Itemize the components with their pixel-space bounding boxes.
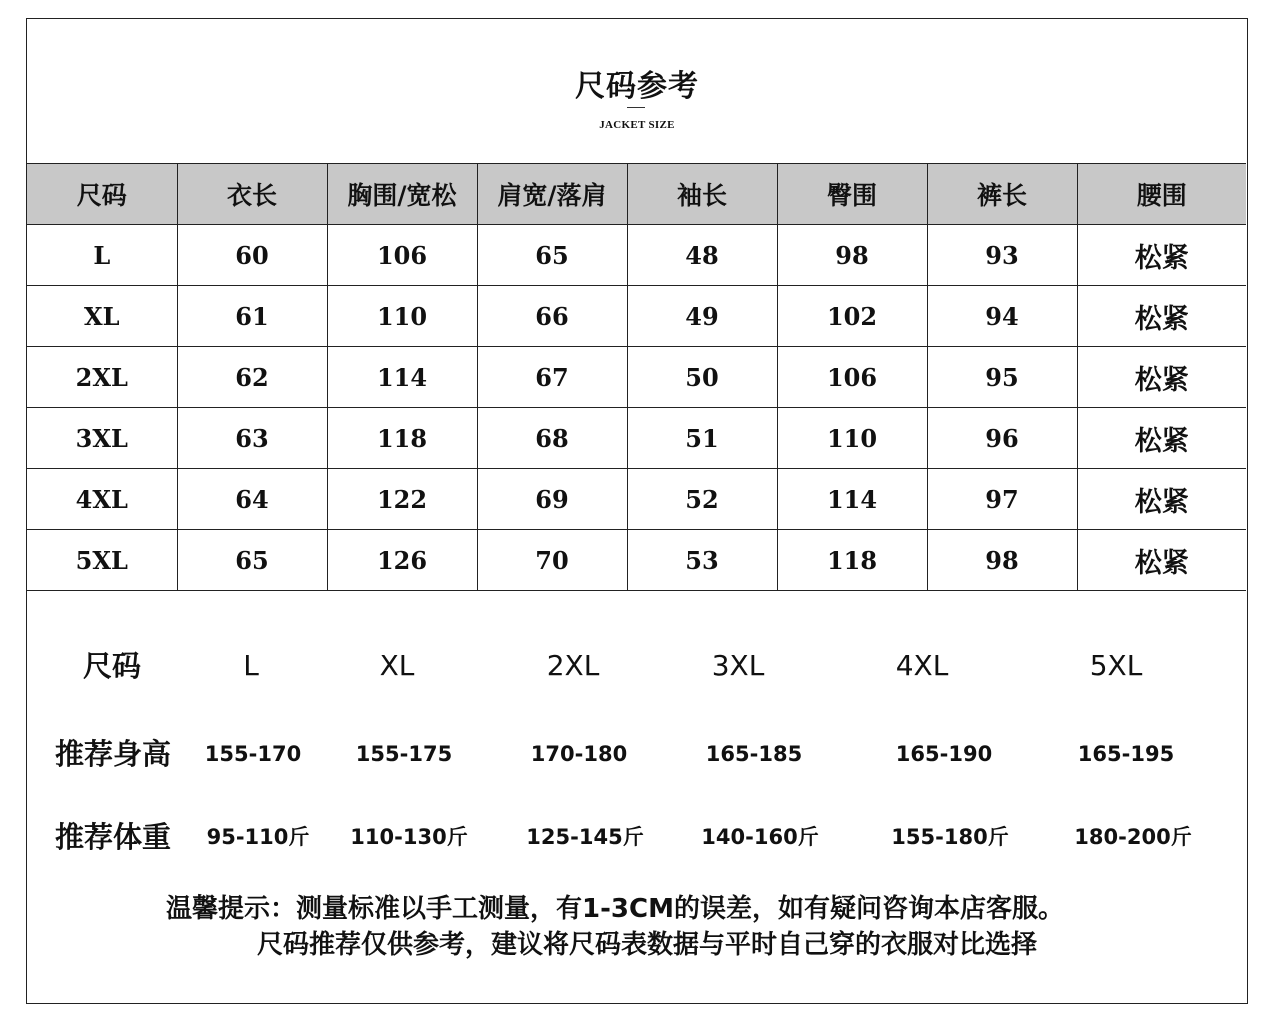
- column-header-sleeve: 袖长: [627, 164, 777, 225]
- chart-title: 尺码参考: [575, 69, 699, 104]
- cell-waist: 松紧: [1077, 286, 1246, 347]
- cell-length: 60: [177, 225, 327, 286]
- cell-shoulder: 66: [477, 286, 627, 347]
- recommend-height-cell: 165-195: [1077, 742, 1175, 766]
- cell-shoulder: 69: [477, 469, 627, 530]
- recommend-weight-cell: 180-200斤: [1074, 825, 1192, 849]
- size-table-header-row: [27, 164, 1246, 225]
- cell-chest: 114: [327, 347, 477, 408]
- cell-sleeve: 52: [627, 469, 777, 530]
- cell-hip: 118: [777, 530, 927, 591]
- cell-chest: 122: [327, 469, 477, 530]
- cell-waist: 松紧: [1077, 469, 1246, 530]
- note-line-2: 尺码推荐仅供参考，建议将尺码表数据与平时自己穿的衣服对比选择: [256, 930, 1037, 960]
- cell-hip: 102: [777, 286, 927, 347]
- chart-subtitle: JACKET SIZE: [599, 119, 675, 131]
- cell-waist: 松紧: [1077, 225, 1246, 286]
- cell-hip: 114: [777, 469, 927, 530]
- recommend-weight-cell: 125-145斤: [526, 825, 644, 849]
- column-header-size: 尺码: [27, 164, 177, 225]
- cell-shoulder: 65: [477, 225, 627, 286]
- cell-hip: 106: [777, 347, 927, 408]
- recommend-size-cell: 2XL: [546, 649, 600, 682]
- table-row: [27, 469, 1246, 530]
- column-header-length: 衣长: [177, 164, 327, 225]
- cell-pants-length: 94: [927, 286, 1077, 347]
- column-header-shoulder: 肩宽/落肩: [477, 164, 627, 225]
- recommend-height-label: 推荐身高: [54, 737, 172, 771]
- cell-sleeve: 48: [627, 225, 777, 286]
- cell-shoulder: 67: [477, 347, 627, 408]
- cell-length: 62: [177, 347, 327, 408]
- recommend-height-cell: 155-170: [204, 742, 302, 766]
- cell-sleeve: 53: [627, 530, 777, 591]
- cell-length: 64: [177, 469, 327, 530]
- size-table-body: [27, 225, 1246, 591]
- recommend-weight-row: [27, 812, 1247, 862]
- recommend-height-cell: 165-190: [895, 742, 993, 766]
- chart-header: [27, 19, 1247, 164]
- cell-length: 61: [177, 286, 327, 347]
- note-line-1: 温馨提示：测量标准以手工测量，有1-3CM的误差，如有疑问咨询本店客服。: [166, 894, 1064, 924]
- recommend-size-label: 尺码: [82, 649, 142, 683]
- size-table: [27, 163, 1246, 591]
- recommend-size-cell: 5XL: [1089, 649, 1143, 682]
- cell-waist: 松紧: [1077, 347, 1246, 408]
- recommend-weight-cell: 95-110斤: [206, 825, 310, 849]
- cell-length: 65: [177, 530, 327, 591]
- cell-shoulder: 68: [477, 408, 627, 469]
- cell-shoulder: 70: [477, 530, 627, 591]
- cell-pants-length: 95: [927, 347, 1077, 408]
- cell-sleeve: 49: [627, 286, 777, 347]
- column-header-hip: 臀围: [777, 164, 927, 225]
- cell-pants-length: 96: [927, 408, 1077, 469]
- recommend-weight-cell: 155-180斤: [891, 825, 1009, 849]
- cell-size: L: [27, 225, 177, 286]
- cell-waist: 松紧: [1077, 408, 1246, 469]
- cell-size: 4XL: [27, 469, 177, 530]
- recommend-weight-cell: 110-130斤: [350, 825, 468, 849]
- cell-hip: 98: [777, 225, 927, 286]
- column-header-waist: 腰围: [1077, 164, 1246, 225]
- table-row: [27, 530, 1246, 591]
- table-row: [27, 225, 1246, 286]
- recommend-height-row: [27, 729, 1247, 779]
- table-row: [27, 347, 1246, 408]
- cell-size: 3XL: [27, 408, 177, 469]
- cell-chest: 126: [327, 530, 477, 591]
- column-header-pants-length: 裤长: [927, 164, 1077, 225]
- cell-pants-length: 97: [927, 469, 1077, 530]
- cell-pants-length: 93: [927, 225, 1077, 286]
- cell-sleeve: 51: [627, 408, 777, 469]
- cell-length: 63: [177, 408, 327, 469]
- cell-size: 5XL: [27, 530, 177, 591]
- cell-chest: 106: [327, 225, 477, 286]
- recommend-height-cell: 155-175: [355, 742, 453, 766]
- recommend-size-cell: L: [243, 649, 259, 682]
- recommend-size-cell: 3XL: [711, 649, 765, 682]
- column-header-chest: 胸围/宽松: [327, 164, 477, 225]
- recommend-size-cell: 4XL: [895, 649, 949, 682]
- recommend-height-cell: 165-185: [705, 742, 803, 766]
- recommend-weight-label: 推荐体重: [54, 820, 172, 854]
- size-chart-sheet: [26, 18, 1248, 1004]
- recommend-size-cell: XL: [379, 649, 415, 682]
- cell-size: 2XL: [27, 347, 177, 408]
- recommend-height-cell: 170-180: [530, 742, 628, 766]
- table-row: [27, 286, 1246, 347]
- recommendation-section: [27, 615, 1247, 915]
- cell-pants-length: 98: [927, 530, 1077, 591]
- cell-hip: 110: [777, 408, 927, 469]
- title-divider: [627, 107, 645, 108]
- cell-waist: 松紧: [1077, 530, 1246, 591]
- cell-sleeve: 50: [627, 347, 777, 408]
- notes-block: [27, 891, 1247, 963]
- recommend-weight-cell: 140-160斤: [701, 825, 819, 849]
- cell-size: XL: [27, 286, 177, 347]
- cell-chest: 118: [327, 408, 477, 469]
- table-row: [27, 408, 1246, 469]
- cell-chest: 110: [327, 286, 477, 347]
- recommend-size-row: [27, 641, 1247, 691]
